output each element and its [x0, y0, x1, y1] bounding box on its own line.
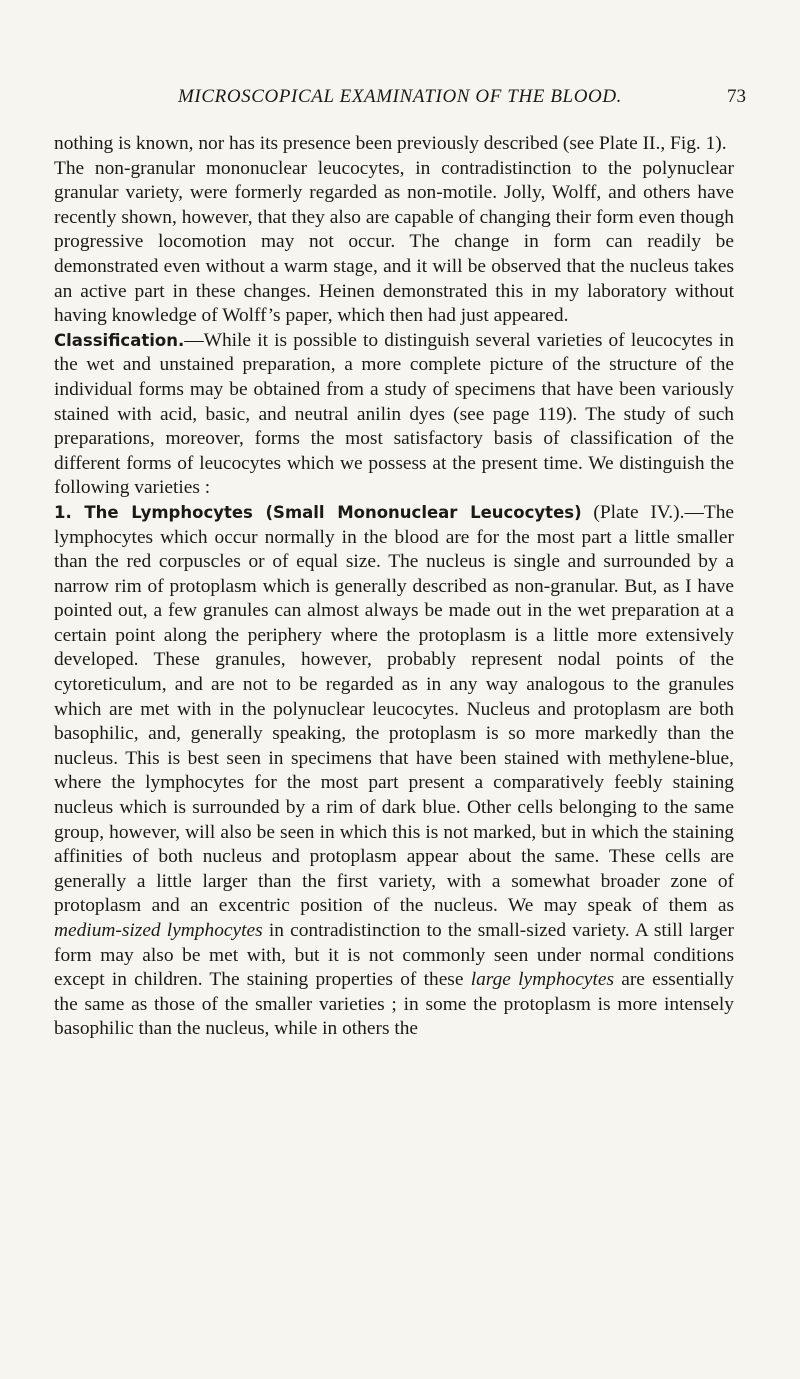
subsection-heading: 1. The Lymphocytes (Small Mononuclear Leucocytes) [54, 502, 582, 522]
body-text [54, 132, 734, 1042]
plate-reference: (Plate IV.). [581, 501, 685, 523]
paragraph-motility [54, 157, 734, 329]
section-heading: Classification. [54, 330, 185, 350]
page-header [54, 86, 746, 112]
paragraph-text: are essentially the same as those of the smaller varieties ; in some the protoplasm is more intensely basophilic than the nucleus, while in others the [54, 969, 734, 1040]
italic-term: large lymphocytes [470, 969, 614, 991]
paragraph-text: nothing is known, nor has its presence been previously described (see Plate II., Fig. 1). [54, 133, 727, 154]
paragraph-text: in contradistinction to the small-sized variety. A still larger form may also be met with, but it is not commonly seen under normal conditions except in children. The staining properties of these [54, 920, 734, 991]
page-number: 73 [727, 86, 746, 107]
paragraph-text: The non-granular mononuclear leucocytes, in contradistinction to the polynuclear granular variety, were formerly regarded as non-motile. Jolly, Wolff, and others have recently shown, however, that they also are capable of changing their form even though progressive locomotion may not occur. The change in form can readily be demonstrated even without a warm stage, and it will be observed that the nucleus takes an active part in these changes. Heinen demonstrated this in my laboratory without having knowledge of Wolff’s paper, which then had just appeared. [54, 157, 734, 327]
paragraph-text: —The lymphocytes which occur normally in the blood are for the most part a little smaller than the red corpuscles or of equal size. The nucleus is single and surrounded by a narrow rim of protoplasm which is generally described as non-granular. But, as I have pointed out, a few granules can almost always be made out in the wet preparation at a certain point along the periphery where the protoplasm is a little more extensively developed. These granules, however, probably represent nodal points of the cytoreticulum, and are not to be regarded as in any way analogous to the granules which are met with in the polynuclear leucocytes. Nucleus and protoplasm are both basophilic, and, generally speaking, the protoplasm is so more markedly than the nucleus. This is best seen in specimens that have been stained with methylene-blue, where the lymphocytes for the most part present a comparatively feebly staining nucleus which is surrounded by a rim of dark blue. Other cells belonging to the same group, however, will also be seen in which this is not marked, but in which the staining affinities of both nucleus and protoplasm appear about the same. These cells are generally a little larger than the first variety, with a somewhat broader zone of protoplasm and an excentric position of the nucleus. We may speak of them as [54, 501, 734, 917]
paragraph-text: —While it is possible to distinguish several varieties of leucocytes in the wet and unstained preparation, a more complete picture of the structure of the individual forms may be obtained from a study of specimens that have been variously stained with acid, basic, and neutral anilin dyes (see page 119). The study of such preparations, moreover, forms the most satisfactory basis of classification of the different forms of leucocytes which we possess at the present time. We distinguish the following varieties : [54, 329, 734, 499]
italic-term: medium-sized lymphocytes [54, 920, 263, 941]
paragraph-lymphocytes [54, 501, 734, 1042]
paragraph-continued [54, 132, 734, 157]
paragraph-classification [54, 329, 734, 501]
running-head: MICROSCOPICAL EXAMINATION OF THE BLOOD. [177, 86, 623, 107]
